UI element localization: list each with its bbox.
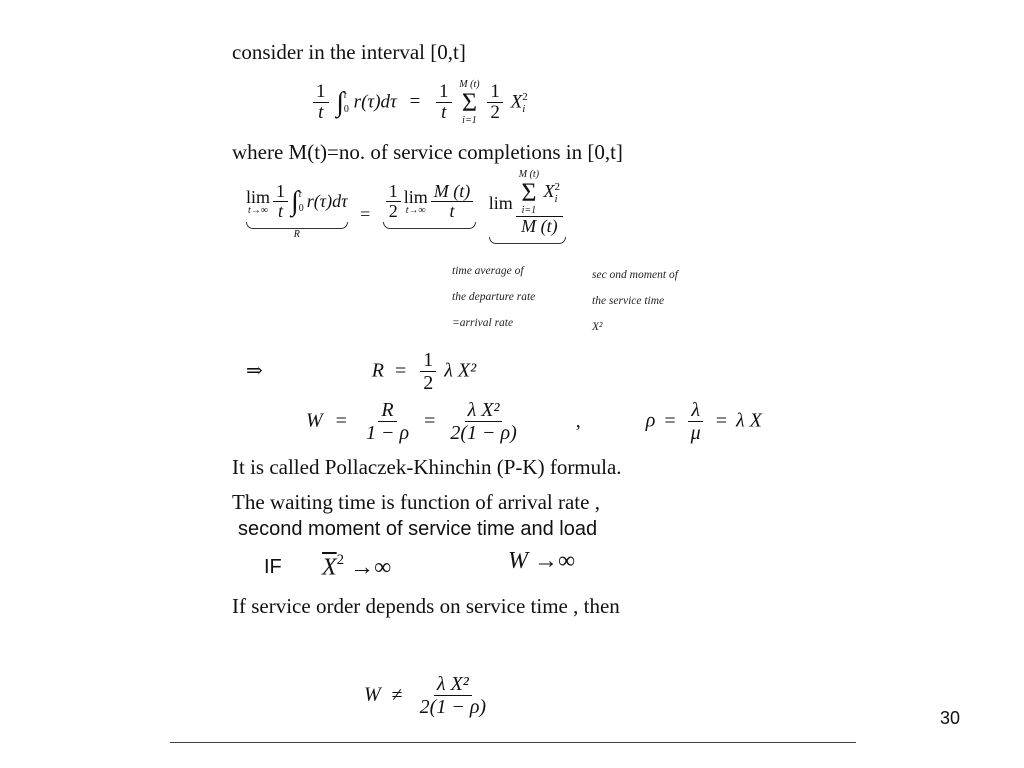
equation-limit bbox=[246, 169, 566, 256]
middle-group bbox=[383, 182, 477, 229]
line-where-mt: where M(t)=no. of service completions in [0,t] bbox=[232, 140, 623, 164]
fraction-one-over-t: $\frac{1}{t}$ bbox=[313, 82, 329, 124]
footer-divider bbox=[170, 742, 856, 743]
underbrace-right bbox=[489, 237, 566, 244]
equation-w-not-equal: W ≠ $\frac{\text{λ X²}}{2(1 - \rho)}$ bbox=[364, 674, 492, 718]
equals-sign: = bbox=[409, 91, 421, 113]
line-service-order: If service order depends on service time , then bbox=[232, 594, 620, 618]
limit-operator-right: lim bbox=[488, 193, 513, 214]
lhs-group: lim t→∞ $\frac{1}{t}$ ∫ t 0 r(τ)dτ R bbox=[246, 181, 348, 240]
equation-w: W = $\frac{R}{1 - \rho}$ = $\frac{\text{λ X²}}{2(1 - \rho)}$ , ρ = $\frac{\lambda}{\mu}$ = λ X bbox=[306, 399, 762, 444]
fraction-one-half: $\frac{1}{2}$ bbox=[386, 182, 401, 222]
limit-operator-middle: lim t→∞ bbox=[403, 186, 428, 216]
line-consider-interval: consider in the interval [0,t] bbox=[232, 40, 466, 64]
note-time-average: time average of the departure rate =arrival rate bbox=[452, 265, 536, 329]
note-second-moment: sec ond moment of the service time X² bbox=[592, 269, 678, 333]
equals-sign: = bbox=[360, 204, 371, 224]
line-second-moment: second moment of service time and load bbox=[238, 518, 598, 540]
page-number: 30 bbox=[940, 708, 961, 728]
x-scripts: 2 i bbox=[522, 90, 528, 115]
integrand: r(τ)dτ bbox=[353, 91, 397, 113]
lambda-x-bar: λ X bbox=[735, 409, 762, 432]
underbrace-middle bbox=[383, 222, 477, 229]
right-group bbox=[489, 170, 566, 244]
lambda-x2: λ X² bbox=[444, 359, 477, 382]
if-x2-to-infinity: $\overline{X}^2$ →∞ bbox=[322, 552, 392, 581]
integral-limits: t 0 bbox=[343, 90, 349, 115]
fraction-one-over-t: $\frac{1}{t}$ bbox=[273, 182, 288, 222]
w-to-infinity: W →∞ bbox=[508, 548, 576, 574]
integral-sign: ∫ bbox=[291, 185, 299, 217]
integrand: r(τ)dτ bbox=[306, 191, 348, 212]
fraction-one-over-t-rhs: $\frac{1}{t}$ bbox=[436, 82, 452, 124]
fraction-one-half: $\frac{1}{2}$ bbox=[420, 350, 436, 394]
fraction-lambda-x2: $\frac{\text{λ X²}}{2(1 - \rho)}$ bbox=[450, 399, 517, 444]
fraction-lambda-over-mu: $\frac{\lambda}{\mu}$ bbox=[688, 400, 704, 444]
if-label: IF bbox=[264, 556, 282, 578]
integral-sign: ∫ bbox=[336, 87, 344, 118]
limit-operator: lim t→∞ bbox=[246, 186, 271, 216]
fraction-r-over-one-minus-rho: $\frac{R}{1 - \rho}$ bbox=[365, 399, 410, 444]
x-variable: X bbox=[510, 91, 523, 113]
equation-r: ⇒ R = $\frac{1}{2}$ λ X² bbox=[246, 349, 477, 394]
label-r: R bbox=[293, 228, 300, 240]
implies-symbol: ⇒ bbox=[246, 359, 263, 382]
underbrace-r bbox=[246, 222, 348, 229]
fraction-lambda-x2-over-den: $\frac{\text{λ X²}}{2(1 - \rho)}$ bbox=[419, 673, 487, 718]
equation-time-average bbox=[310, 80, 528, 126]
fraction-mt-over-t: $\frac{M (t)}{t}$ bbox=[431, 182, 473, 222]
line-pk-formula: It is called Pollaczek-Khinchin (P-K) formula. bbox=[232, 455, 622, 479]
line-waiting-time: The waiting time is function of arrival rate , bbox=[232, 490, 600, 514]
fraction-one-half: $\frac{1}{2}$ bbox=[487, 82, 503, 124]
summation: M (t) Σ i=1 bbox=[459, 79, 480, 126]
fraction-sum-over-mt: M (t) Σ i=1 X 2 i M (t) bbox=[516, 170, 563, 237]
